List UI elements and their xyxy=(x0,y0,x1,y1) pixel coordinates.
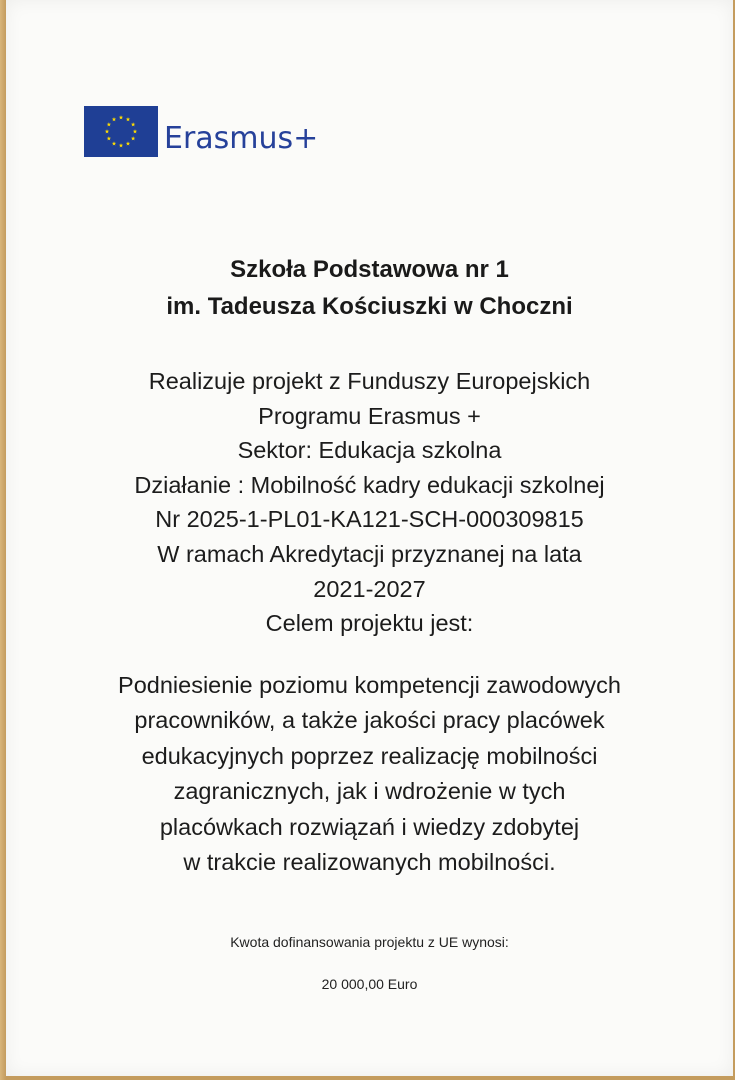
eu-flag-background xyxy=(84,106,158,157)
project-goal xyxy=(6,668,733,880)
info-line: 2021-2027 xyxy=(313,575,426,602)
goal-line: w trakcie realizowanych mobilności. xyxy=(183,849,556,876)
school-name-line-2: im. Tadeusza Kościuszki w Choczni xyxy=(166,293,573,320)
info-line: Celem projektu jest: xyxy=(265,610,474,637)
info-line: Działanie : Mobilność kadry edukacji szkolnej xyxy=(134,471,605,498)
logo-wordmark: Erasmus+ xyxy=(164,121,319,156)
info-line: Programu Erasmus + xyxy=(258,402,481,429)
erasmus-logo xyxy=(84,106,318,157)
project-info xyxy=(6,364,733,641)
funding-label: Kwota dofinansowania projektu z UE wynosi: xyxy=(230,934,509,950)
goal-line: zagranicznych, jak i wdrożenie w tych xyxy=(173,778,566,805)
info-line: Nr 2025-1-PL01-KA121-SCH-000309815 xyxy=(155,506,584,533)
school-name-line-1: Szkoła Podstawowa nr 1 xyxy=(230,256,509,283)
goal-line: placówkach rozwiązań i wiedzy zdobytej xyxy=(159,813,580,840)
goal-line: Podniesienie poziomu kompetencji zawodowych xyxy=(118,672,621,698)
goal-line: pracowników, a także jakości pracy placówek xyxy=(134,707,605,734)
funding-amount: 20 000,00 Euro xyxy=(321,976,418,992)
info-line: Sektor: Edukacja szkolna xyxy=(237,437,502,464)
info-line: W ramach Akredytacji przyznanej na lata xyxy=(157,540,582,567)
goal-line: edukacyjnych poprzez realizację mobilności xyxy=(141,742,598,769)
poster-sheet xyxy=(6,0,733,1076)
info-line: Realizuje projekt z Funduszy Europejskich xyxy=(148,368,591,394)
eu-flag-icon xyxy=(84,106,158,157)
